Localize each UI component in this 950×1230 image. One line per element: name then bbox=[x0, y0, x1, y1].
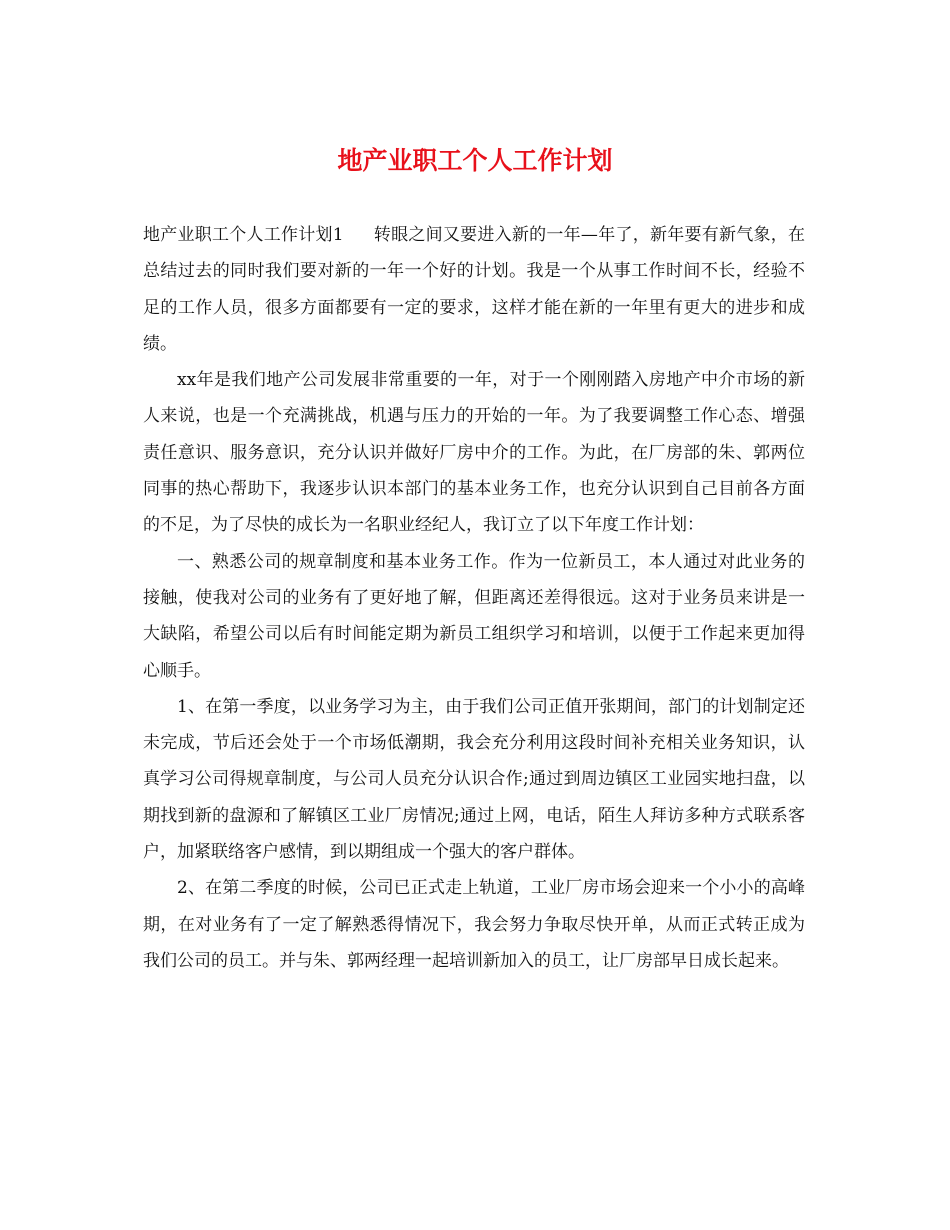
paragraph: 一、熟悉公司的规章制度和基本业务工作。作为一位新员工，本人通过对此业务的接触，使我对公司的业务有了更好地了解，但距离还差得很远。这对于业务员来讲是一大缺陷，希望公司以后有时间能定期为新员工组织学习和培训，以便于工作起来更加得心顺手。 bbox=[143, 551, 805, 681]
paragraph: 2、在第二季度的时候，公司已正式走上轨道，工业厂房市场会迎来一个小小的高峰期，在对业务有了一定了解熟悉得情况下，我会努力争取尽快开单，从而正式转正成为我们公司的员工。并与朱、郭两经理一起培训新加入的员工，让厂房部早日成长起来。 bbox=[143, 878, 805, 971]
intro-paragraph bbox=[143, 217, 805, 362]
intro-text: 转眼之间又要进入新的一年—年了，新年要有新气象，在总结过去的同时我们要对新的一年一个好的计划。我是一个从事工作时间不长，经验不足的工作人员，很多方面都要有一定的要求，这样才能在新的一年里有更大的进步和成绩。 bbox=[143, 225, 805, 354]
document-body bbox=[143, 217, 805, 979]
page-title: 地产业职工个人工作计划 bbox=[337, 146, 613, 175]
paragraph: xx年是我们地产公司发展非常重要的一年，对于一个刚刚踏入房地产中介市场的新人来说，也是一个充满挑战，机遇与压力的开始的一年。为了我要调整工作心态、增强责任意识、服务意识，充分认识并做好厂房中介的工作。为此，在厂房部的朱、郭两位同事的热心帮助下，我逐步认识本部门的基本业务工作，也充分认识到自己目前各方面的不足，为了尽快的成长为一名职业经纪人，我订立了以下年度工作计划： bbox=[143, 370, 805, 536]
paragraph: 1、在第一季度，以业务学习为主，由于我们公司正值开张期间，部门的计划制定还未完成，节后还会处于一个市场低潮期，我会充分利用这段时间补充相关业务知识，认真学习公司得规章制度，与公司人员充分认识合作;通过到周边镇区工业园实地扫盘，以期找到新的盘源和了解镇区工业厂房情况;通过上网，电话，陌生人拜访多种方式联系客户，加紧联络客户感情，到以期组成一个强大的客户群体。 bbox=[143, 696, 805, 863]
intro-label: 地产业职工个人工作计划1 bbox=[143, 225, 344, 245]
